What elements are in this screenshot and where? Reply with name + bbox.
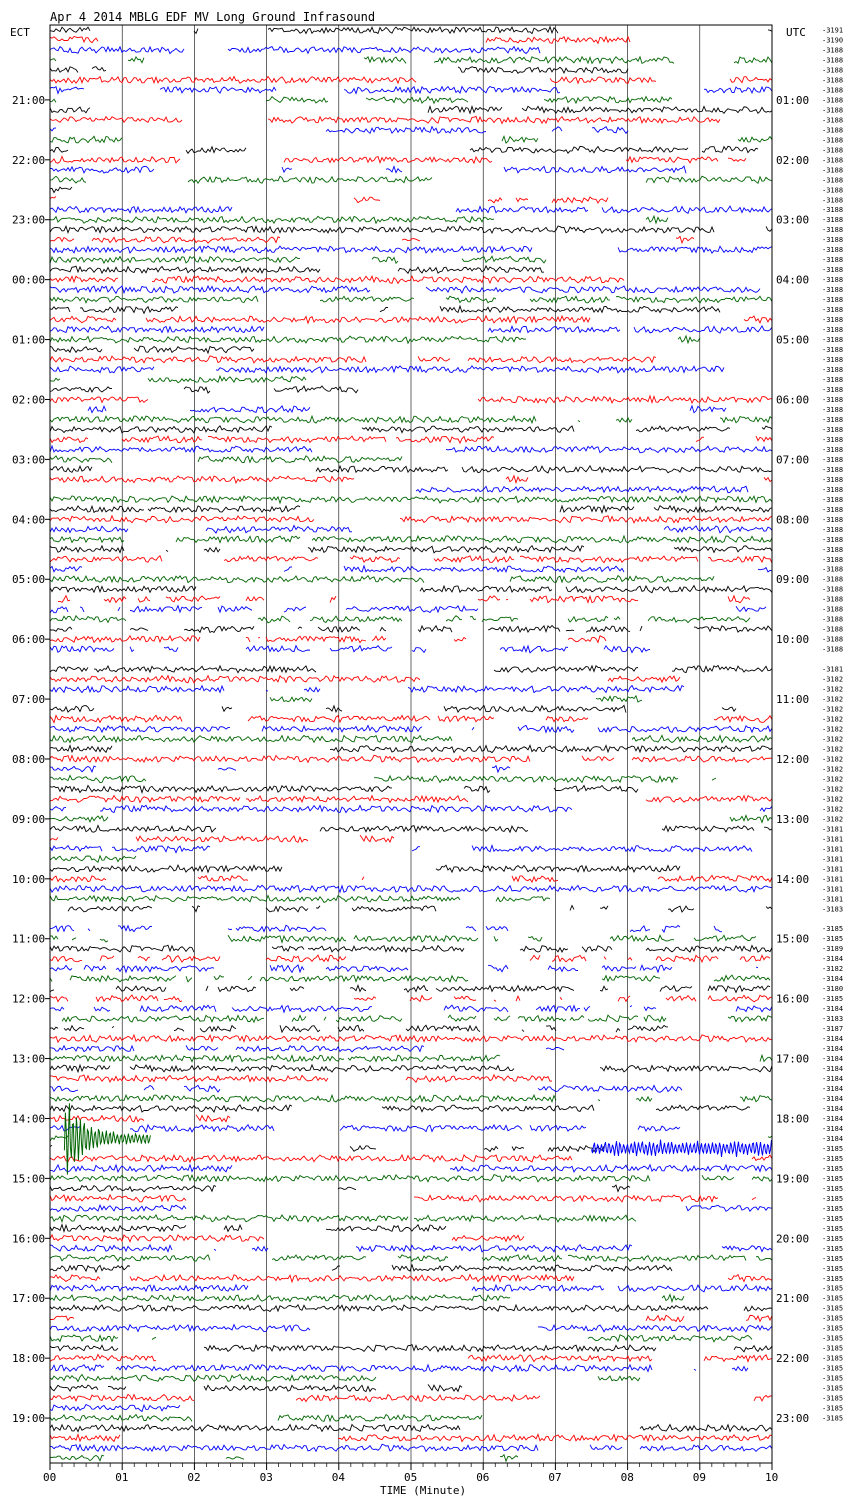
- left-hour-label: 08:00: [12, 752, 46, 766]
- trace-value-label: -3188: [822, 46, 844, 55]
- trace-line: [50, 616, 750, 623]
- trace-value-label: -3188: [822, 545, 844, 554]
- trace-line: [68, 906, 772, 912]
- trace-line: [50, 676, 680, 683]
- trace-value-label: -3185: [822, 1314, 844, 1323]
- trace-line: [50, 1195, 756, 1202]
- trace-value-label: -3185: [822, 1224, 844, 1233]
- trace-value-label: -3188: [822, 515, 844, 524]
- trace-value-label: -3181: [822, 825, 844, 834]
- trace-value-label: -3188: [822, 326, 844, 335]
- trace-value-label: -3188: [822, 465, 844, 474]
- trace-value-label: -3185: [822, 925, 844, 934]
- trace-value-label: -3185: [822, 1354, 844, 1363]
- trace-value-label: -3188: [822, 136, 844, 145]
- trace-value-label: -3188: [822, 385, 844, 394]
- left-hour-label: 19:00: [12, 1412, 46, 1426]
- trace-line: [50, 1455, 518, 1462]
- right-hour-label: 20:00: [776, 1232, 810, 1246]
- trace-line: [50, 266, 544, 273]
- x-tick-label: 07: [548, 1471, 562, 1484]
- chart-title: Apr 4 2014 MBLG EDF MV Long Ground Infrasound: [50, 10, 376, 24]
- trace-line: [50, 1235, 524, 1242]
- trace-value-label: -3188: [822, 376, 844, 385]
- left-hour-label: 21:00: [12, 93, 46, 107]
- trace-value-label: -3188: [822, 645, 844, 654]
- trace-value-label: -3188: [822, 405, 844, 414]
- trace-value-label: -3188: [822, 415, 844, 424]
- trace-line: [50, 1105, 750, 1112]
- trace-value-label: -3188: [822, 196, 844, 205]
- trace-value-label: -3180: [822, 985, 844, 994]
- trace-value-label: -3188: [822, 625, 844, 634]
- x-tick-label: 08: [620, 1471, 634, 1484]
- trace-value-label: -3185: [822, 1364, 844, 1373]
- trace-line: [50, 975, 770, 982]
- trace-value-label: -3191: [822, 26, 844, 35]
- trace-line: [50, 236, 694, 243]
- trace-line: [50, 1225, 446, 1232]
- trace-line: [416, 486, 748, 493]
- trace-value-label: -3188: [822, 166, 844, 175]
- trace-line: [50, 1374, 640, 1381]
- trace-value-label: -3188: [822, 156, 844, 165]
- right-hour-label: 07:00: [776, 453, 810, 467]
- trace-line: [50, 845, 752, 852]
- trace-value-label: -3184: [822, 1114, 844, 1123]
- trace-value-label: -3184: [822, 1124, 844, 1133]
- left-hour-label: 13:00: [12, 1052, 46, 1066]
- trace-line: [50, 386, 358, 393]
- x-tick-label: 00: [43, 1471, 57, 1484]
- left-hour-label: 12:00: [12, 992, 46, 1006]
- right-hour-label: 09:00: [776, 573, 810, 587]
- left-hour-label: 03:00: [12, 453, 46, 467]
- trace-value-label: -3182: [822, 735, 844, 744]
- trace-line: [50, 1265, 672, 1272]
- trace-value-label: -3185: [822, 935, 844, 944]
- trace-value-label: -3182: [822, 965, 844, 974]
- trace-value-label: -3182: [822, 685, 844, 694]
- trace-line: [50, 955, 770, 962]
- trace-value-label: -3184: [822, 1045, 844, 1054]
- trace-value-label: -3185: [822, 1344, 844, 1353]
- trace-value-label: -3182: [822, 715, 844, 724]
- x-axis-label: TIME (Minute): [380, 1484, 467, 1497]
- trace-value-label: -3185: [822, 1204, 844, 1213]
- trace-value-label: -3188: [822, 116, 844, 125]
- trace-line: [50, 197, 608, 204]
- x-tick-label: 10: [765, 1471, 779, 1484]
- trace-value-label: -3188: [822, 216, 844, 225]
- trace-value-label: -3181: [822, 845, 844, 854]
- trace-value-label: -3188: [822, 475, 844, 484]
- trace-value-label: -3188: [822, 126, 844, 135]
- trace-value-label: -3184: [822, 1005, 844, 1014]
- left-hour-label: 09:00: [12, 812, 46, 826]
- trace-value-label: -3188: [822, 395, 844, 404]
- trace-value-label: -3188: [822, 635, 844, 644]
- trace-line: [50, 1025, 668, 1032]
- right-trace-labels: [822, 26, 843, 1422]
- trace-value-label: -3184: [822, 1134, 844, 1143]
- trace-line: [88, 406, 726, 413]
- trace-line: [50, 1125, 680, 1132]
- trace-line: [50, 1384, 462, 1391]
- x-tick-label: 04: [331, 1471, 346, 1484]
- right-hour-label: 21:00: [776, 1292, 810, 1306]
- trace-line: [50, 1145, 604, 1151]
- trace-value-label: -3181: [822, 895, 844, 904]
- trace-value-label: -3181: [822, 875, 844, 884]
- trace-value-label: -3182: [822, 695, 844, 704]
- right-hour-label: 08:00: [776, 513, 810, 527]
- right-hour-label: 16:00: [776, 992, 810, 1006]
- trace-value-label: -3182: [822, 745, 844, 754]
- trace-line: [50, 646, 750, 653]
- trace-line: [50, 1215, 636, 1222]
- trace-value-label: -3188: [822, 286, 844, 295]
- trace-value-label: -3188: [822, 276, 844, 285]
- trace-value-label: -3188: [822, 96, 844, 105]
- trace-value-label: -3188: [822, 485, 844, 494]
- trace-line: [50, 166, 686, 173]
- trace-value-label: -3188: [822, 236, 844, 245]
- left-axis-label: ECT: [10, 26, 30, 39]
- left-hour-label: 18:00: [12, 1352, 46, 1366]
- trace-value-label: -3188: [822, 256, 844, 265]
- trace-line: [50, 1045, 564, 1052]
- left-hour-label: 16:00: [12, 1232, 46, 1246]
- left-hour-label: 05:00: [12, 573, 46, 587]
- trace-value-label: -3182: [822, 795, 844, 804]
- trace-line: [50, 895, 550, 902]
- trace-value-label: -3185: [822, 1244, 844, 1253]
- right-hour-label: 06:00: [776, 393, 810, 407]
- right-hour-label: 11:00: [776, 693, 810, 707]
- trace-value-label: -3188: [822, 176, 844, 185]
- trace-value-label: -3188: [822, 585, 844, 594]
- trace-value-label: -3184: [822, 1104, 844, 1113]
- left-hour-label: 17:00: [12, 1292, 46, 1306]
- trace-value-label: -3185: [822, 1154, 844, 1163]
- trace-line: [50, 856, 136, 862]
- trace-line: [50, 636, 606, 643]
- left-hour-label: 14:00: [12, 1112, 46, 1126]
- trace-line: [62, 1015, 772, 1022]
- trace-value-label: -3188: [822, 605, 844, 614]
- trace-line: [50, 1085, 682, 1092]
- right-hour-label: 13:00: [776, 812, 810, 826]
- trace-value-label: -3185: [822, 1214, 844, 1223]
- trace-line: [50, 686, 684, 693]
- trace-line: [50, 346, 254, 353]
- trace-value-label: -3188: [822, 495, 844, 504]
- left-hour-labels: [12, 94, 50, 1425]
- trace-value-label: -3184: [822, 975, 844, 984]
- event-signal: [64, 1103, 150, 1174]
- trace-line: [50, 276, 624, 283]
- trace-line: [50, 146, 758, 153]
- trace-line: [270, 696, 642, 702]
- left-hour-label: 11:00: [12, 932, 46, 946]
- trace-value-label: -3188: [822, 435, 844, 444]
- trace-value-label: -3188: [822, 525, 844, 534]
- trace-line: [50, 1185, 630, 1192]
- left-hour-label: 06:00: [12, 633, 46, 647]
- trace-value-label: -3181: [822, 885, 844, 894]
- trace-line: [50, 156, 746, 163]
- trace-value-label: -3188: [822, 356, 844, 365]
- trace-value-label: -3184: [822, 955, 844, 964]
- trace-line: [50, 356, 656, 363]
- trace-line: [50, 47, 540, 54]
- trace-line: [50, 286, 760, 293]
- left-hour-label: 10:00: [12, 872, 46, 886]
- left-hour-label: 04:00: [12, 513, 46, 527]
- x-axis: [43, 1463, 778, 1484]
- trace-value-label: -3185: [822, 1414, 844, 1423]
- trace-value-label: -3182: [822, 775, 844, 784]
- right-axis-label: UTC: [786, 26, 806, 39]
- trace-value-label: -3188: [822, 76, 844, 85]
- trace-line: [50, 925, 722, 932]
- right-hour-label: 01:00: [776, 93, 810, 107]
- trace-line: [50, 376, 306, 383]
- trace-value-label: -3188: [822, 146, 844, 155]
- trace-value-label: -3185: [822, 1394, 844, 1403]
- trace-line: [50, 336, 700, 343]
- trace-line: [50, 366, 724, 373]
- trace-value-label: -3185: [822, 1254, 844, 1263]
- trace-value-label: -3188: [822, 366, 844, 375]
- right-hour-label: 14:00: [776, 872, 810, 886]
- trace-value-label: -3185: [822, 1404, 844, 1413]
- left-hour-label: 00:00: [12, 273, 46, 287]
- trace-line: [50, 1405, 180, 1412]
- trace-line: [50, 456, 402, 463]
- trace-value-label: -3188: [822, 226, 844, 235]
- trace-line: [50, 775, 716, 782]
- right-hour-label: 05:00: [776, 333, 810, 347]
- left-hour-label: 23:00: [12, 213, 46, 227]
- right-hour-label: 17:00: [776, 1052, 810, 1066]
- left-hour-label: 07:00: [12, 693, 46, 707]
- right-hour-label: 03:00: [776, 213, 810, 227]
- trace-value-label: -3188: [822, 336, 844, 345]
- trace-value-label: -3188: [822, 86, 844, 95]
- right-hour-label: 04:00: [776, 273, 810, 287]
- right-hour-label: 15:00: [776, 932, 810, 946]
- trace-value-label: -3184: [822, 1035, 844, 1044]
- trace-value-label: -3182: [822, 755, 844, 764]
- event-signal: [592, 1140, 772, 1157]
- trace-line: [50, 306, 720, 313]
- trace-value-label: -3188: [822, 186, 844, 195]
- trace-value-label: -3185: [822, 995, 844, 1004]
- trace-value-label: -3182: [822, 815, 844, 824]
- trace-line: [50, 1415, 482, 1422]
- trace-value-label: -3182: [822, 725, 844, 734]
- trace-value-label: -3188: [822, 246, 844, 255]
- trace-value-label: -3183: [822, 905, 844, 914]
- trace-value-label: -3185: [822, 1324, 844, 1333]
- trace-value-label: -3185: [822, 1284, 844, 1293]
- trace-line: [58, 596, 750, 603]
- left-hour-label: 01:00: [12, 333, 46, 347]
- trace-value-label: -3182: [822, 675, 844, 684]
- trace-line: [50, 576, 714, 583]
- trace-value-label: -3188: [822, 106, 844, 115]
- trace-line: [50, 1075, 552, 1082]
- right-hour-label: 10:00: [776, 633, 810, 647]
- left-hour-label: 02:00: [12, 393, 46, 407]
- event-group: [64, 1103, 771, 1174]
- trace-value-label: -3182: [822, 765, 844, 774]
- right-hour-labels: [776, 94, 809, 1425]
- trace-value-label: -3188: [822, 455, 844, 464]
- trace-line: [50, 606, 766, 613]
- trace-value-label: -3184: [822, 1055, 844, 1064]
- trace-line: [50, 705, 736, 712]
- x-tick-label: 03: [259, 1471, 273, 1484]
- trace-value-label: -3188: [822, 505, 844, 514]
- trace-line: [50, 1365, 748, 1372]
- trace-line: [50, 256, 546, 263]
- right-hour-label: 12:00: [776, 752, 810, 766]
- trace-line: [50, 116, 720, 123]
- trace-line: [50, 216, 668, 223]
- trace-value-label: -3185: [822, 1174, 844, 1183]
- x-tick-label: 09: [692, 1471, 707, 1484]
- trace-value-label: -3188: [822, 206, 844, 215]
- x-tick-label: 02: [187, 1471, 201, 1484]
- trace-value-label: -3181: [822, 865, 844, 874]
- x-tick-label: 06: [476, 1471, 490, 1484]
- right-hour-label: 18:00: [776, 1112, 810, 1126]
- trace-value-label: -3188: [822, 266, 844, 275]
- trace-value-label: -3184: [822, 1065, 844, 1074]
- trace-value-label: -3188: [822, 595, 844, 604]
- trace-value-label: -3181: [822, 835, 844, 844]
- trace-value-label: -3185: [822, 1194, 844, 1203]
- trace-value-label: -3185: [822, 1304, 844, 1313]
- trace-value-label: -3182: [822, 805, 844, 814]
- trace-value-label: -3182: [822, 705, 844, 714]
- trace-value-label: -3188: [822, 306, 844, 315]
- trace-line: [50, 786, 638, 793]
- trace-value-label: -3181: [822, 665, 844, 674]
- left-hour-label: 22:00: [12, 153, 46, 167]
- trace-value-label: -3185: [822, 1234, 844, 1243]
- trace-value-label: -3188: [822, 316, 844, 325]
- x-tick-label: 05: [404, 1471, 418, 1484]
- trace-line: [50, 935, 756, 942]
- trace-line: [50, 1295, 684, 1302]
- trace-value-label: -3185: [822, 1294, 844, 1303]
- trace-value-label: -3181: [822, 855, 844, 864]
- trace-value-label: -3185: [822, 1334, 844, 1343]
- trace-value-label: -3188: [822, 575, 844, 584]
- trace-line: [50, 37, 630, 44]
- trace-value-label: -3184: [822, 1095, 844, 1104]
- trace-value-label: -3187: [822, 1025, 844, 1034]
- right-hour-label: 22:00: [776, 1352, 810, 1366]
- trace-line: [50, 97, 672, 104]
- trace-line: [50, 865, 680, 872]
- left-hour-label: 15:00: [12, 1172, 46, 1186]
- trace-value-label: -3188: [822, 56, 844, 65]
- trace-value-label: -3188: [822, 66, 844, 75]
- trace-value-label: -3188: [822, 346, 844, 355]
- trace-value-label: -3185: [822, 1264, 844, 1273]
- trace-value-label: -3185: [822, 1144, 844, 1153]
- trace-value-label: -3188: [822, 425, 844, 434]
- trace-value-label: -3188: [822, 445, 844, 454]
- trace-line: [50, 1335, 752, 1342]
- trace-value-label: -3188: [822, 615, 844, 624]
- right-hour-label: 19:00: [776, 1172, 810, 1186]
- trace-line: [50, 965, 758, 972]
- trace-line: [50, 835, 394, 842]
- trace-line: [50, 766, 510, 772]
- right-hour-label: 23:00: [776, 1412, 810, 1426]
- trace-value-label: -3188: [822, 565, 844, 574]
- trace-value-label: -3185: [822, 1384, 844, 1393]
- trace-value-label: -3188: [822, 535, 844, 544]
- trace-value-label: -3184: [822, 1085, 844, 1094]
- trace-value-label: -3185: [822, 1274, 844, 1283]
- trace-value-label: -3183: [822, 1015, 844, 1024]
- trace-value-label: -3182: [822, 785, 844, 794]
- trace-value-label: -3188: [822, 296, 844, 305]
- trace-value-label: -3189: [822, 945, 844, 954]
- trace-value-label: -3185: [822, 1164, 844, 1173]
- right-hour-label: 02:00: [776, 153, 810, 167]
- trace-value-label: -3185: [822, 1184, 844, 1193]
- trace-value-label: -3190: [822, 36, 844, 45]
- x-tick-label: 01: [115, 1471, 129, 1484]
- trace-value-label: -3184: [822, 1075, 844, 1084]
- trace-value-label: -3185: [822, 1374, 844, 1383]
- trace-line: [50, 985, 770, 992]
- trace-value-label: -3188: [822, 555, 844, 564]
